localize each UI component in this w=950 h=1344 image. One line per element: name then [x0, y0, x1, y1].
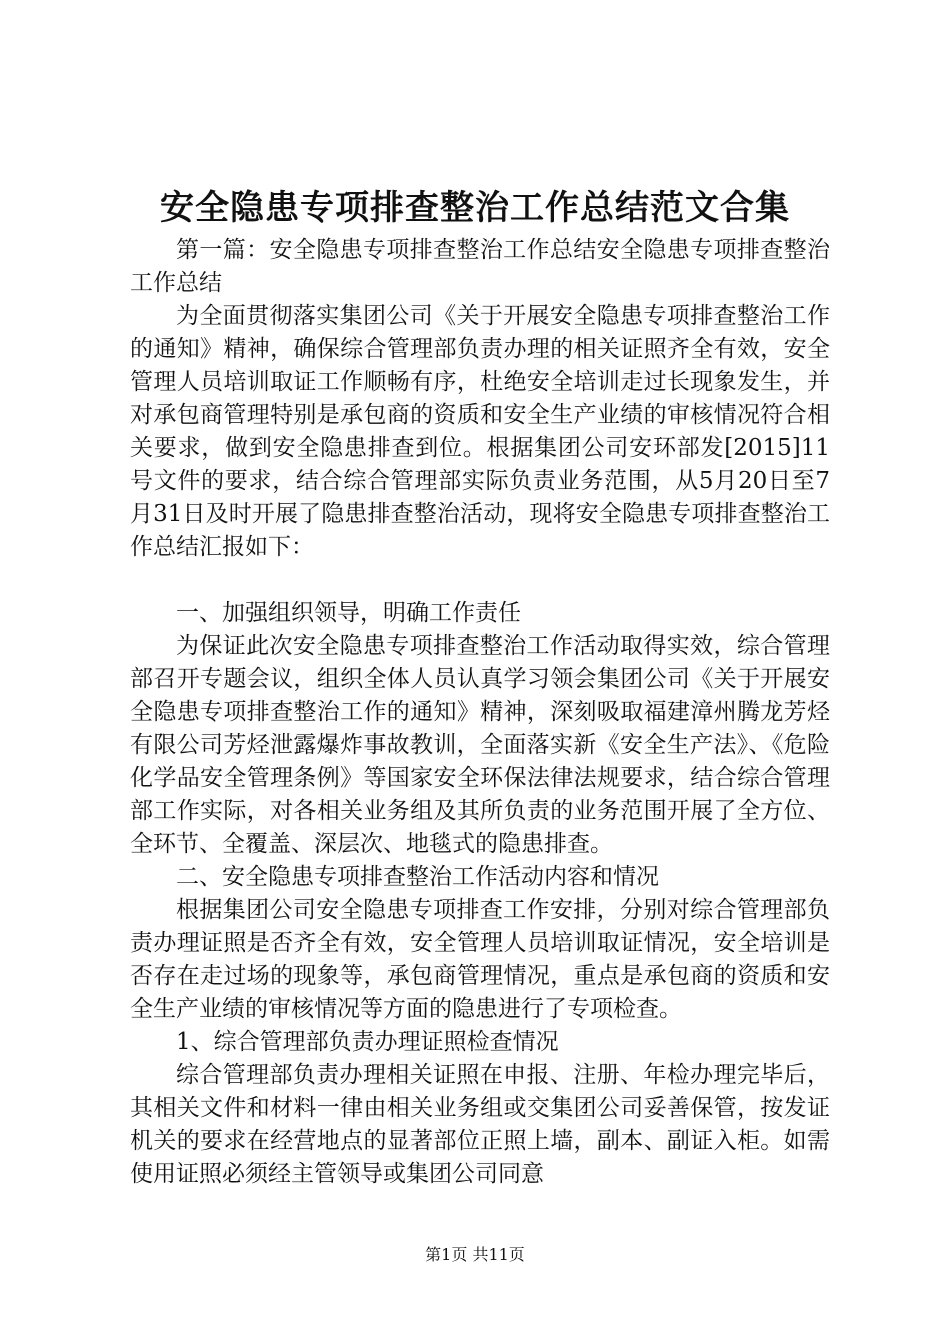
- document-body: [130, 234, 830, 1191]
- page-number-footer: 第1页 共11页: [425, 1245, 525, 1264]
- paragraph-section-2: 根据集团公司安全隐患专项排查工作安排，分别对综合管理部负责办理证照是否齐全有效，安全管理人员培训取证情况，安全培训是否存在走过场的现象等，承包商管理情况，重点是承包商的资质和安全生产业绩的审核情况等方面的隐患进行了专项检查。: [130, 897, 830, 1022]
- document-title: 安全隐患专项排查整治工作总结范文合集: [160, 188, 790, 228]
- subsection-heading-1: 1、综合管理部负责办理证照检查情况: [176, 1029, 559, 1055]
- paragraph-chapter-heading: 第一篇：安全隐患专项排查整治工作总结安全隐患专项排查整治工作总结: [130, 237, 830, 296]
- section-heading-1: 一、加强组织领导，明确工作责任: [176, 600, 521, 626]
- paragraph-intro: 为全面贯彻落实集团公司《关于开展安全隐患专项排查整治工作的通知》精神，确保综合管理部负责办理的相关证照齐全有效，安全管理人员培训取证工作顺畅有序，杜绝安全培训走过长现象发生，并对承包商管理特别是承包商的资质和安全生产业绩的审核情况符合相关要求，做到安全隐患排查到位。根据集团公司安环部发[2015]11号文件的要求，结合综合管理部实际负责业务范围，从5月20日至7月31日及时开展了隐患排查整治活动，现将安全隐患专项排查整治工作总结汇报如下：: [130, 303, 830, 560]
- paragraph-subsection-1: 综合管理部负责办理相关证照在申报、注册、年检办理完毕后，其相关文件和材料一律由相关业务组或交集团公司妥善保管，按发证机关的要求在经营地点的显著部位正照上墙，副本、副证入柜。如需使用证照必须经主管领导或集团公司同意: [130, 1062, 830, 1187]
- paragraph-section-1: 为保证此次安全隐患专项排查整治工作活动取得实效，综合管理部召开专题会议，组织全体人员认真学习领会集团公司《关于开展安全隐患专项排查整治工作的通知》精神，深刻吸取福建漳州腾龙芳烃有限公司芳烃泄露爆炸事故教训，全面落实新《安全生产法》、《危险化学品安全管理条例》等国家安全环保法律法规要求，结合综合管理部工作实际，对各相关业务组及其所负责的业务范围开展了全方位、全环节、全覆盖、深层次、地毯式的隐患排查。: [130, 633, 830, 857]
- section-heading-2: 二、安全隐患专项排查整治工作活动内容和情况: [176, 864, 659, 890]
